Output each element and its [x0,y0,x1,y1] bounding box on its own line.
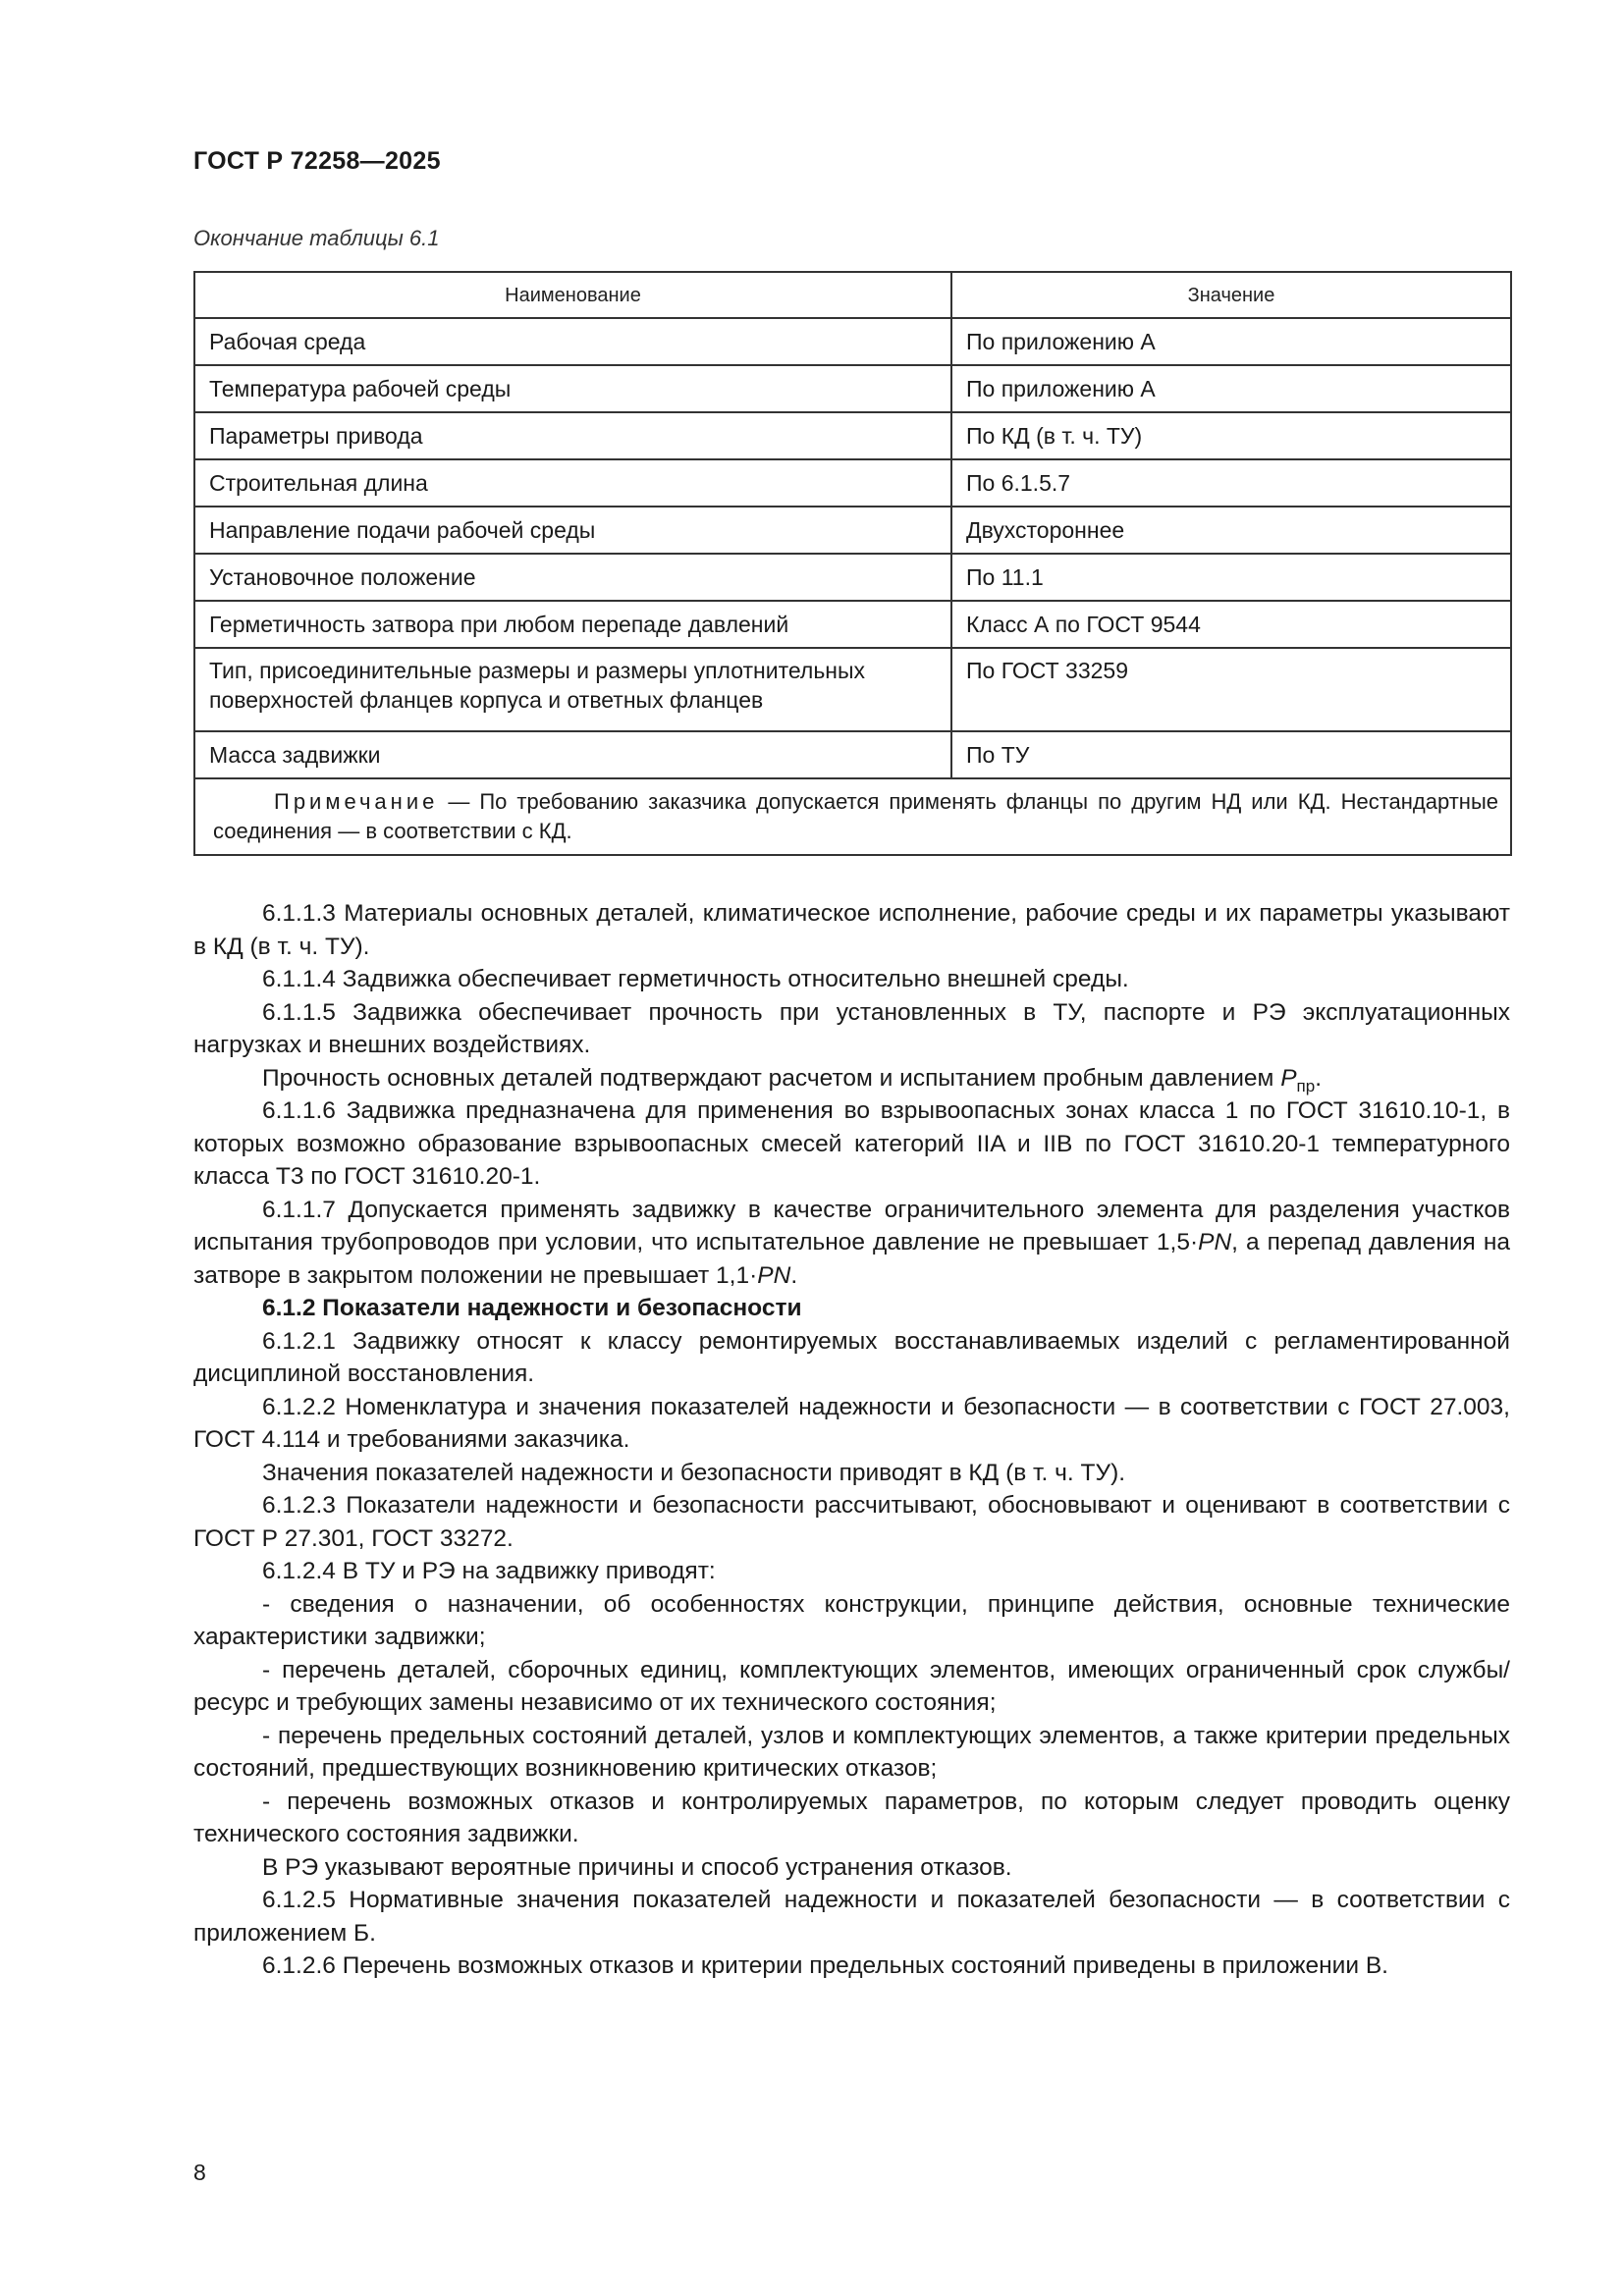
row-name-cell: Установочное положение [194,554,951,601]
table-row [194,601,1511,648]
table-row [194,507,1511,554]
paragraph-6-1-2-2: 6.1.2.2 Номенклатура и значения показателей надежности и безопасности — в соответствии с ГОСТ 27.003, ГОСТ 4.114 и требованиями заказчика. [193,1393,1510,1453]
pressure-subscript: пр [1296,1076,1316,1095]
list-item: - перечень предельных состояний деталей, узлов и комплектующих элементов, а также критерии предельных состояний, предшествующих возникновению критических отказов; [193,1722,1510,1782]
text-segment: . [790,1261,798,1289]
table-row [194,365,1511,412]
row-name-cell: Масса задвижки [194,731,951,778]
row-value-cell: По приложению А [951,365,1511,412]
pressure-symbol: P [1280,1064,1297,1092]
paragraph-6-1-1-7 [193,1194,1510,1293]
section-heading-6-1-2: 6.1.2 Показатели надежности и безопасности [262,1295,802,1321]
row-name-cell: Тип, присоединительные размеры и размеры уплотнительных поверхностей фланцев корпуса и ответных фланцев [194,648,951,731]
paragraph-6-1-1-6: 6.1.1.6 Задвижка предназначена для применения во взрывоопасных зонах класса 1 по ГОСТ 31610.10-1, в которых возможно образование взрывоопасных смесей категорий IIA и IIB по ГОСТ 31610.20-1 температурного класса Т3 по ГОСТ 31610.20-1. [193,1097,1510,1190]
table-row [194,648,1511,731]
body-text [193,897,1510,1983]
paragraph-6-1-1-4: 6.1.1.4 Задвижка обеспечивает герметичность относительно внешней среды. [262,966,1129,992]
row-value-cell: По 11.1 [951,554,1511,601]
paragraph-values: Значения показателей надежности и безопасности приводят в КД (в т. ч. ТУ). [262,1459,1126,1486]
row-name-cell: Параметры привода [194,412,951,459]
note-label: Примечание [274,789,439,814]
table-header-row [194,272,1511,318]
table-row [194,412,1511,459]
table-note-row [194,778,1511,855]
pn-symbol: PN [757,1261,791,1289]
strength-text: Прочность основных деталей подтверждают расчетом и испытанием пробным давлением [262,1064,1281,1092]
row-name-cell: Рабочая среда [194,318,951,365]
paragraph-6-1-2-5: 6.1.2.5 Нормативные значения показателей надежности и показателей безопасности — в соответствии с приложением Б. [193,1887,1510,1947]
table-row [194,731,1511,778]
paragraph-6-1-2-3: 6.1.2.3 Показатели надежности и безопасности рассчитывают, обосновывают и оценивают в соответствии с ГОСТ Р 27.301, ГОСТ 33272. [193,1492,1510,1552]
table-row [194,554,1511,601]
specification-table [193,271,1512,856]
row-value-cell: По ГОСТ 33259 [951,648,1511,731]
row-value-cell: Класс А по ГОСТ 9544 [951,601,1511,648]
column-header-name: Наименование [194,272,951,318]
row-value-cell: По приложению А [951,318,1511,365]
row-name-cell: Герметичность затвора при любом перепаде давлений [194,601,951,648]
table-row [194,318,1511,365]
row-value-cell: По 6.1.5.7 [951,459,1511,507]
paragraph-6-1-1-5: 6.1.1.5 Задвижка обеспечивает прочность при установленных в ТУ, паспорте и РЭ эксплуатационных нагрузках и внешних воздействиях. [193,998,1510,1058]
table-caption: Окончание таблицы 6.1 [193,226,440,250]
page-number: 8 [193,2160,206,2185]
list-item: - перечень деталей, сборочных единиц, комплектующих элементов, имеющих ограниченный срок службы/ресурс и требующих замены независимо от их технического состояния; [193,1656,1510,1716]
row-value-cell: По КД (в т. ч. ТУ) [951,412,1511,459]
paragraph-6-1-2-1: 6.1.2.1 Задвижку относят к классу ремонтируемых восстанавливаемых изделий с регламентированной дисциплиной восстановления. [193,1327,1510,1387]
strength-end: . [1315,1064,1323,1092]
row-value-cell: Двухстороннее [951,507,1511,554]
list-item: - сведения о назначении, об особенностях конструкции, принципе действия, основные технические характеристики задвижки; [193,1590,1510,1650]
paragraph-strength [193,1062,1510,1095]
paragraph-6-1-2-6: 6.1.2.6 Перечень возможных отказов и критерии предельных состояний приведены в приложении В. [262,1952,1388,1979]
text-segment: , а перепад давления на затворе в закрытом положении не превышает 1,1· [193,1229,1510,1289]
row-name-cell: Направление подачи рабочей среды [194,507,951,554]
paragraph-6-1-1-3: 6.1.1.3 Материалы основных деталей, климатическое исполнение, рабочие среды и их параметры указывают в КД (в т. ч. ТУ). [193,900,1510,960]
pn-symbol: PN [1198,1229,1232,1255]
table-note [194,778,1511,855]
text-segment: 6.1.1.7 Допускается применять задвижку в качестве ограничительного элемента для разделения участков испытания трубопроводов при условии, что испытательное давление не превышает 1,5· [193,1196,1510,1255]
row-name-cell: Температура рабочей среды [194,365,951,412]
row-name-cell: Строительная длина [194,459,951,507]
row-value-cell: По ТУ [951,731,1511,778]
note-text: — По требованию заказчика допускается применять фланцы по другим НД или КД. Нестандартные соединения — в соответствии с КД. [213,789,1498,843]
list-item: - перечень возможных отказов и контролируемых параметров, по которым следует проводить оценку технического состояния задвижки. [193,1788,1510,1847]
paragraph-6-1-2-4: 6.1.2.4 В ТУ и РЭ на задвижку приводят: [262,1558,716,1584]
standard-designation: ГОСТ Р 72258—2025 [193,147,441,175]
paragraph-re: В РЭ указывают вероятные причины и способ устранения отказов. [262,1853,1012,1881]
table-row [194,459,1511,507]
column-header-value: Значение [951,272,1511,318]
